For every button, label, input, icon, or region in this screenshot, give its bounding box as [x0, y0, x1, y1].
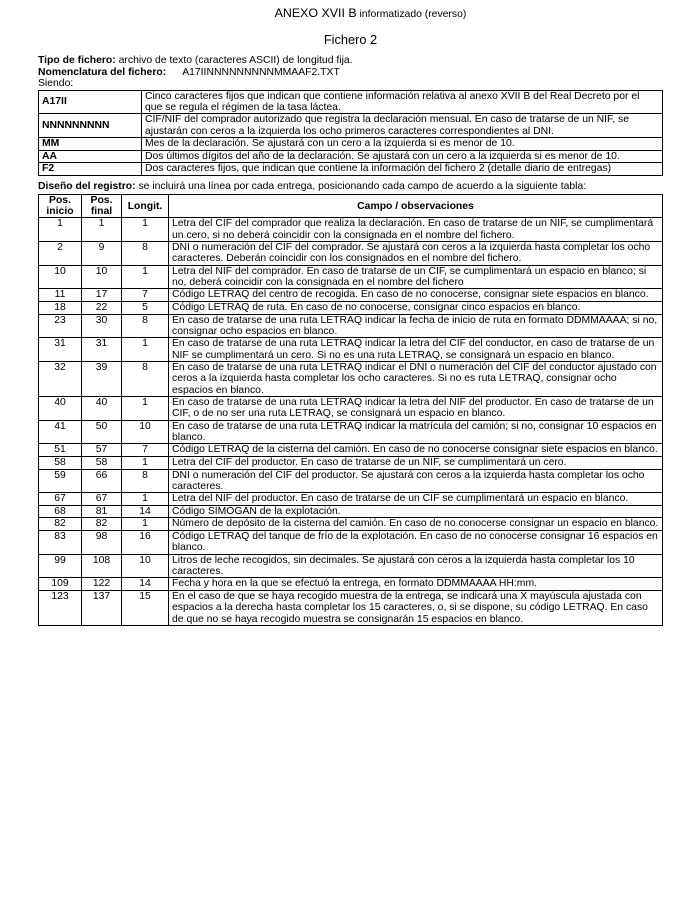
pos-start-cell: 58 — [39, 456, 82, 469]
length-cell: 1 — [122, 518, 169, 531]
pos-start-cell: 82 — [39, 518, 82, 531]
file-type-label: Tipo de fichero: — [38, 55, 116, 66]
pos-start-cell: 32 — [39, 361, 82, 396]
table-row — [39, 397, 663, 421]
table-row — [39, 218, 663, 242]
length-cell: 1 — [122, 265, 169, 289]
field-observation-cell: Letra del CIF del productor. En caso de tratarse de un NIF, se cumplimentará un cero. — [169, 456, 663, 469]
header-pos-inicio: Pos. inicio — [39, 195, 82, 218]
pos-start-cell: 109 — [39, 578, 82, 591]
field-observation-cell: Código SIMOGAN de la explotación. — [169, 505, 663, 518]
field-observation-cell: Letra del NIF del comprador. En caso de tratarse de un CIF, se cumplimentará un espacio en blanco; si no, deberá coincidir con la consignada en el nombre del fichero — [169, 265, 663, 289]
page-title — [78, 6, 663, 22]
length-cell: 7 — [122, 289, 169, 302]
pos-end-cell: 50 — [82, 420, 122, 444]
pos-end-cell: 39 — [82, 361, 122, 396]
code-description: Dos últimos dígitos del año de la declaración. Se ajustará con un cero a la izquierda si es menor de 10. — [142, 150, 663, 163]
file-type-value: archivo de texto (caracteres ASCII) de longitud fija. — [115, 55, 353, 66]
field-observation-cell: Número de depósito de la cisterna del camión. En caso de no conocerse consignar un espacio en blanco. — [169, 518, 663, 531]
field-observation-cell: En caso de tratarse de una ruta LETRAQ indicar el DNI o numeración del CIF del conductor ajustado con ceros a la izquierda hasta completar los ocho caracteres. Si no es ruta LETRAQ, consignar ocho espacios en blanco. — [169, 361, 663, 396]
pos-end-cell: 31 — [82, 338, 122, 362]
pos-end-cell: 30 — [82, 314, 122, 338]
pos-start-cell: 83 — [39, 531, 82, 555]
field-observation-cell: Código LETRAQ del centro de recogida. En caso de no conocerse, consignar siete espacios en blanco. — [169, 289, 663, 302]
table-row — [39, 578, 663, 591]
pos-end-cell: 67 — [82, 493, 122, 506]
pos-end-cell: 82 — [82, 518, 122, 531]
field-observation-cell: En caso de tratarse de una ruta LETRAQ indicar la matrícula del camión; si no, consignar 10 espacios en blanco. — [169, 420, 663, 444]
header-pos-final: Pos. final — [82, 195, 122, 218]
pos-start-cell: 123 — [39, 591, 82, 626]
length-cell: 10 — [122, 554, 169, 578]
pos-start-cell: 31 — [39, 338, 82, 362]
code-row — [39, 163, 663, 176]
pos-start-cell: 59 — [39, 469, 82, 493]
pos-end-cell: 9 — [82, 242, 122, 266]
header-longitud: Longit. — [122, 195, 169, 218]
code-row — [39, 150, 663, 163]
pos-end-cell: 58 — [82, 456, 122, 469]
pos-end-cell: 40 — [82, 397, 122, 421]
field-observation-cell: En caso de tratarse de una ruta LETRAQ indicar la letra del CIF del conductor, en caso de tratarse de un NIF se cumplimentará un cero. Si no es una ruta LETRAQ, se consignará un espacio en blanco. — [169, 338, 663, 362]
pos-start-cell: 2 — [39, 242, 82, 266]
length-cell: 1 — [122, 397, 169, 421]
field-observation-cell: Código LETRAQ de ruta. En caso de no conocerse, consignar cinco espacios en blanco. — [169, 302, 663, 315]
field-observation-cell: DNI o numeración del CIF del productor. Se ajustará con ceros a la izquierda hasta completar los ocho caracteres. — [169, 469, 663, 493]
pos-end-cell: 22 — [82, 302, 122, 315]
code-description: Cinco caracteres fijos que indican que contiene información relativa al anexo XVII B del Real Decreto por el que se regula el régimen de la tasa láctea. — [142, 90, 663, 114]
file-name-label: Nomenclatura del fichero: — [38, 66, 167, 78]
filename-codes-table — [38, 90, 663, 176]
length-cell: 14 — [122, 505, 169, 518]
length-cell: 1 — [122, 218, 169, 242]
table-row — [39, 338, 663, 362]
code-description: CIF/NIF del comprador autorizado que registra la declaración mensual. En caso de tratarse de un NIF, se ajustarán con ceros a la izquierda los ocho primeros caracteres correspondientes al DNI. — [142, 114, 663, 138]
code-name: AA — [39, 150, 142, 163]
siendo-label: Siendo: — [38, 78, 74, 90]
record-table-header — [39, 195, 663, 218]
code-row — [39, 137, 663, 150]
record-design-label: Diseño del registro: — [38, 180, 136, 192]
length-cell: 8 — [122, 314, 169, 338]
page-title-main: ANEXO XVII B — [274, 6, 357, 20]
field-observation-cell: Fecha y hora en la que se efectuó la entrega, en formato DDMMAAAA HH:mm. — [169, 578, 663, 591]
code-description: Mes de la declaración. Se ajustará con un cero a la izquierda si es menor de 10. — [142, 137, 663, 150]
length-cell: 14 — [122, 578, 169, 591]
pos-end-cell: 122 — [82, 578, 122, 591]
pos-start-cell: 51 — [39, 444, 82, 457]
record-table-body — [39, 218, 663, 626]
pos-end-cell: 98 — [82, 531, 122, 555]
file-name-value: A17IINNNNNNNNNMMAAF2.TXT — [182, 66, 340, 78]
table-row — [39, 505, 663, 518]
length-cell: 8 — [122, 361, 169, 396]
pos-start-cell: 18 — [39, 302, 82, 315]
length-cell: 10 — [122, 420, 169, 444]
pos-end-cell: 66 — [82, 469, 122, 493]
table-row — [39, 591, 663, 626]
code-name: NNNNNNNNN — [39, 114, 142, 138]
length-cell: 8 — [122, 242, 169, 266]
field-observation-cell: Letra del NIF del productor. En caso de tratarse de un CIF se cumplimentará un espacio en blanco. — [169, 493, 663, 506]
table-row — [39, 314, 663, 338]
header-campo: Campo / observaciones — [169, 195, 663, 218]
table-row — [39, 469, 663, 493]
code-description: Dos caracteres fijos, que indican que contiene la información del fichero 2 (detalle diario de entregas) — [142, 163, 663, 176]
table-row — [39, 518, 663, 531]
table-row — [39, 456, 663, 469]
field-observation-cell: Código LETRAQ del tanque de frío de la explotación. En caso de no conocerse consignar 16 espacios en blanco. — [169, 531, 663, 555]
length-cell: 16 — [122, 531, 169, 555]
length-cell: 1 — [122, 456, 169, 469]
file-type-line — [38, 55, 663, 67]
table-row — [39, 531, 663, 555]
pos-start-cell: 1 — [39, 218, 82, 242]
pos-end-cell: 10 — [82, 265, 122, 289]
table-row — [39, 420, 663, 444]
pos-start-cell: 40 — [39, 397, 82, 421]
code-row — [39, 114, 663, 138]
length-cell: 7 — [122, 444, 169, 457]
pos-end-cell: 57 — [82, 444, 122, 457]
field-observation-cell: DNI o numeración del CIF del comprador. Se ajustará con ceros a la izquierda hasta completar los ocho caracteres. Deberán coincidir con los consignados en el nombre del fichero. — [169, 242, 663, 266]
pos-start-cell: 67 — [39, 493, 82, 506]
table-row — [39, 265, 663, 289]
filename-codes-body — [39, 90, 663, 175]
field-observation-cell: Letra del CIF del comprador que realiza la declaración. En caso de tratarse de un NIF, se cumplimentará un cero, si no deberá coincidir con la consignada en el nombre del fichero. — [169, 218, 663, 242]
code-name: F2 — [39, 163, 142, 176]
pos-end-cell: 137 — [82, 591, 122, 626]
page-subtitle: Fichero 2 — [323, 32, 378, 47]
field-observation-cell: Código LETRAQ de la cisterna del camión. En caso de no conocerse consignar siete espacios en blanco. — [169, 444, 663, 457]
table-row — [39, 361, 663, 396]
code-row — [39, 90, 663, 114]
length-cell: 1 — [122, 493, 169, 506]
pos-start-cell: 11 — [39, 289, 82, 302]
length-cell: 8 — [122, 469, 169, 493]
page-title-rest: informatizado (reverso) — [356, 9, 467, 20]
pos-end-cell: 17 — [82, 289, 122, 302]
file-name-line — [38, 67, 663, 79]
pos-start-cell: 23 — [39, 314, 82, 338]
pos-end-cell: 1 — [82, 218, 122, 242]
table-row — [39, 554, 663, 578]
table-row — [39, 289, 663, 302]
code-name: MM — [39, 137, 142, 150]
pos-end-cell: 81 — [82, 505, 122, 518]
pos-start-cell: 99 — [39, 554, 82, 578]
record-design-line — [38, 181, 663, 193]
record-layout-table — [38, 194, 663, 626]
pos-start-cell: 10 — [39, 265, 82, 289]
document-page — [38, 6, 663, 626]
code-name: A17II — [39, 90, 142, 114]
field-observation-cell: Litros de leche recogidos, sin decimales. Se ajustará con ceros a la izquierda hasta completar los 10 caracteres. — [169, 554, 663, 578]
pos-start-cell: 41 — [39, 420, 82, 444]
table-row — [39, 302, 663, 315]
field-observation-cell: En el caso de que se haya recogido muestra de la entrega, se indicará una X mayúscula ajustada con espacios a la derecha hasta completar los 15 caracteres, o, si se dispone, su código LETRAQ. En caso de que no se haya recogido muestra se consignarán 15 espacios en blanco. — [169, 591, 663, 626]
field-observation-cell: En caso de tratarse de una ruta LETRAQ indicar la fecha de inicio de ruta en formato DDMMAAAA; si no, consignar ocho espacios en blanco. — [169, 314, 663, 338]
pos-start-cell: 68 — [39, 505, 82, 518]
pos-end-cell: 108 — [82, 554, 122, 578]
table-row — [39, 493, 663, 506]
record-design-text: se incluirá una línea por cada entrega, posicionando cada campo de acuerdo a la siguiente tabla: — [135, 180, 587, 192]
field-observation-cell: En caso de tratarse de una ruta LETRAQ indicar la letra del NIF del productor. En caso de tratarse de un CIF, o de no ser una ruta LETRAQ, se consignará un espacio en blanco. — [169, 397, 663, 421]
table-row — [39, 444, 663, 457]
length-cell: 1 — [122, 338, 169, 362]
length-cell: 15 — [122, 591, 169, 626]
length-cell: 5 — [122, 302, 169, 315]
table-row — [39, 242, 663, 266]
